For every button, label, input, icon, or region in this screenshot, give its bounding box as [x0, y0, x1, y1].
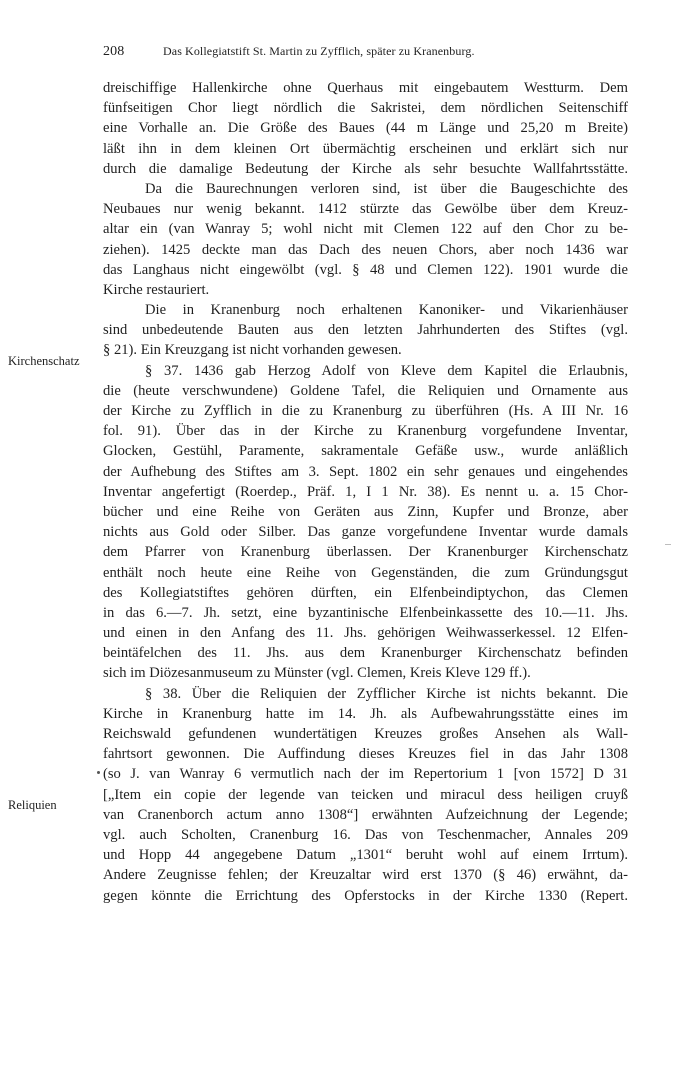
- text-line: Reichswald gefundenen wundertätigen Kreuzes großes Ansehen als Wall-: [103, 726, 628, 742]
- text-line: das Langhaus nicht eingewölbt (vgl. § 48 und Clemen 122). 1901 wurde die: [103, 261, 628, 278]
- margin-note-kirchenschatz: Kirchenschatz: [8, 354, 80, 368]
- text-line: des Kollegiatstiftes gehören dürften, ein Elfenbeindiptychon, das Clemen: [103, 584, 628, 601]
- text-line: Da die Baurechnungen verloren sind, ist über die Baugeschichte des: [145, 180, 628, 197]
- text-line: [„Item ein copie der legende van teicken und miracul dess heiligen cruyß: [103, 786, 628, 803]
- text-line: bücher und eine Reihe von Geräten aus Zinn, Kupfer und Bronze, aber: [103, 503, 628, 520]
- text-line: van Cranenborch actum anno 1308“] erwähnten Aufzeichnung der Legende;: [103, 806, 628, 823]
- text-line: Die in Kranenburg noch erhaltenen Kanoniker- und Vikarienhäuser: [145, 302, 628, 319]
- text-line: fahrtsort gewonnen. Die Auffindung dieses Kreuzes fiel in das Jahr 1308: [103, 746, 628, 763]
- text-line: Neubaues nur wenig bekannt. 1412 stürzte das Gewölbe über dem Kreuz-: [103, 201, 628, 218]
- body-text: [103, 78, 628, 906]
- text-line: in das 6.—7. Jh. setzt, eine byzantinische Elfenbeinkassette des 10.—11. Jhs.: [103, 604, 628, 621]
- text-line: sind unbedeutende Bauten aus den letzten Jahrhunderten des Stiftes (vgl.: [103, 322, 628, 339]
- page-header: [103, 43, 628, 60]
- text-line: Kirche in Kranenburg hatte im 14. Jh. als Aufbewahrungsstätte eines im: [103, 705, 628, 722]
- text-line: Glocken, Gestühl, Paramente, sakramentale Gefäße usw., wurde anläßlich: [103, 443, 628, 460]
- text-line: § 38. Über die Reliquien der Zyfflicher Kirche ist nichts bekannt. Die: [145, 685, 628, 702]
- text-line: Kirche restauriert.: [103, 281, 210, 298]
- text-line: nichts aus Gold oder Silber. Das ganze vorgefundene Inventar wurde damals: [103, 524, 628, 541]
- text-line: läßt ihn in dem kleinen Ort übermächtig erscheinen und erklärt sich nur: [103, 140, 628, 157]
- text-line: dreischiffige Hallenkirche ohne Querhaus mit eingebautem Westturm. Dem: [103, 80, 628, 96]
- text-line: Inventar angefertigt (Roerdep., Präf. 1, I 1 Nr. 38). Es nennt u. a. 15 Chor-: [103, 483, 628, 500]
- text-line: gegen könnte die Errichtung des Opferstocks in der Kirche 1330 (Repert.: [103, 887, 628, 904]
- text-line: vgl. auch Scholten, Cranenburg 16. Das von Teschenmacher, Annales 209: [103, 826, 628, 843]
- text-line: dem Pfarrer von Kranenburg überlassen. Der Kranenburger Kirchenschatz: [103, 544, 628, 561]
- text-line: § 21). Ein Kreuzgang ist nicht vorhanden gewesen.: [103, 342, 402, 359]
- page-number: 208: [103, 44, 125, 59]
- text-line: der Aufhebung des Stiftes am 3. Sept. 1802 ein sehr genaues und eingehendes: [103, 463, 628, 480]
- text-line: fol. 91). Über das in der Kirche zu Kranenburg vorgefundene Inventar,: [103, 423, 628, 440]
- text-line: die (heute verschwundene) Goldene Tafel, die Reliquien und Ornamente aus: [103, 382, 628, 399]
- text-line: Andere Zeugnisse fehlen; der Kreuzaltar wird erst 1370 (§ 46) erwähnt, da-: [103, 867, 628, 884]
- text-line: und einen in den Anfang des 11. Jhs. gehörigen Weihwasserkessel. 12 Elfen-: [103, 625, 628, 642]
- text-line: durch die damalige Bedeutung der Kirche als sehr besuchte Wallfahrtsstätte.: [103, 160, 628, 177]
- running-title: Das Kollegiatstift St. Martin zu Zyfflich, später zu Kranenburg.: [163, 44, 475, 58]
- text-line: der Kirche zu Zyfflich in die zu Kranenburg zu überführen (Hs. A III Nr. 16: [103, 403, 628, 419]
- text-line: altar ein (van Wanray 5; wohl nicht mit Clemen 122 auf den Chor zu be-: [103, 221, 628, 238]
- text-line: § 37. 1436 gab Herzog Adolf von Kleve dem Kapitel die Erlaubnis,: [145, 362, 628, 379]
- scan-speck: [97, 771, 100, 774]
- text-line: eine Vorhalle an. Die Größe des Baues (44 m Länge und 25,20 m Breite): [103, 120, 628, 137]
- text-line: enthält noch heute eine Reihe von Gegenständen, die zum Gründungsgut: [103, 564, 628, 581]
- scan-speck: [665, 544, 671, 545]
- text-line: und Hopp 44 angegebene Datum „1301“ beruht wohl auf einem Irrtum).: [103, 847, 628, 864]
- margin-note-reliquien: Reliquien: [8, 798, 57, 812]
- text-line: sich im Diözesanmuseum zu Münster (vgl. Clemen, Kreis Kleve 129 ff.).: [103, 665, 531, 682]
- text-line: fünfseitigen Chor liegt nördlich die Sakristei, dem nördlichen Seitenschiff: [103, 100, 628, 117]
- text-line: beintäfelchen des 11. Jhs. aus dem Kranenburger Kirchenschatz befinden: [103, 645, 628, 662]
- text-line: (so J. van Wanray 6 vermutlich nach der im Repertorium 1 [von 1572] D 31: [103, 766, 628, 783]
- text-line: ziehen). 1425 deckte man das Dach des neuen Chors, aber noch 1436 war: [103, 241, 628, 258]
